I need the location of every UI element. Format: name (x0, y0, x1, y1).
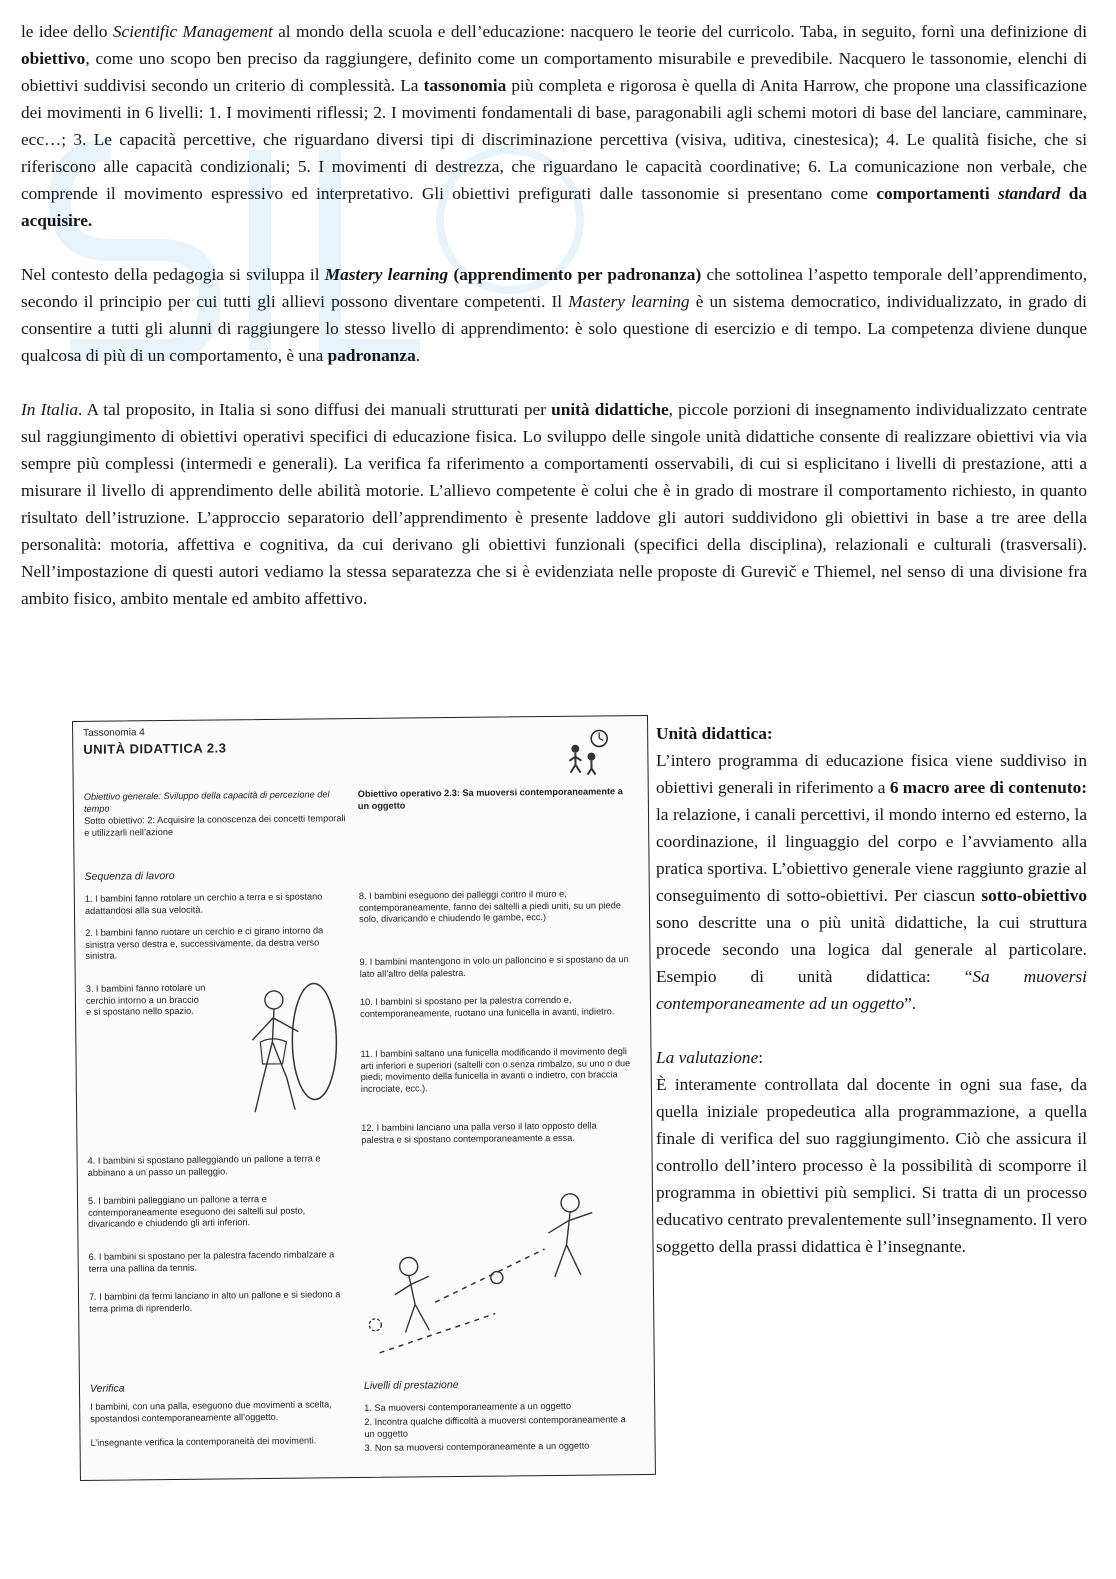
scan-step: 5. I bambini palleggiano un pallone a terra e contemporaneamente eseguono dei saltelli sul posto, divaricando e chiudendo gli arti inferiori. (87, 1193, 306, 1230)
bold-term: tassonomia (423, 76, 507, 95)
scanned-figure-unita-didattica (72, 715, 656, 1481)
scan-livelli-title: Livelli di prestazione (363, 1378, 459, 1392)
valutazione-title (656, 1044, 1087, 1071)
text-run: più completa e rigorosa è quella di Anita Harrow, che propone una classificazione dei movimenti in 6 livelli: 1. I movimenti riflessi; 2. I movimenti fondamentali di base, paragonabili agli schemi motori di base del lanciare, camminare, ecc…; 3. Le capacità percettive, che riguardano diversi tipi di discriminazione percettiva (visiva, uditiva, cinestesica); 4. Le qualità fisiche, che si riferiscono alle capacità condizionali; 5. I movimenti di destrezza, che riguardano le capacità coordinative; 6. La comunicazione non verbale, che comprende il movimento espressivo ed interpretativo. Gli obiettivi prefigurati dalle tassonomie si presentano come (21, 76, 1087, 203)
scan-text: Sa muoversi contemporaneamente a un oggetto (357, 786, 623, 811)
scan-livello: 3. Non sa muoversi contemporaneamente a un oggetto (364, 1440, 590, 1453)
paragraph-mastery-learning (21, 261, 1087, 369)
side-column (656, 720, 1087, 1260)
text-run: le idee dello (21, 22, 113, 41)
scan-text: Sviluppo della capacità di percezione del tempo (83, 789, 330, 814)
scan-verifica-text: L’insegnante verifica la contemporaneità dei movimenti. (90, 1435, 317, 1448)
bold-term: (apprendimento per padronanza) (448, 265, 702, 284)
scan-livello: 1. Sa muoversi contemporaneamente a un oggetto (364, 1400, 572, 1413)
scan-step: 11. I bambini saltano una funicella modificando il movimento degli arti inferiori e superiori (saltelli con o senza rimbalzo, su uno o due piedi; movimento della funicella in avanti o indietro, con braccia incrociate, ecc.). (360, 1046, 631, 1094)
lower-section (21, 703, 1087, 1503)
italic-term: Mastery learning (568, 292, 690, 311)
unita-didattica-text (656, 747, 1087, 1017)
scan-title: UNITÀ DIDATTICA 2.3 (83, 740, 227, 757)
text-run: ”. (904, 994, 917, 1013)
text-run: la relazione, i canali percettivi, il mondo interno ed esterno, la coordinazione, il linguaggio del corpo e l’avviamento alla pratica sportiva. L’obiettivo generale viene raggiunto grazie al conseguimento di sotto-obiettivi. Per ciascun (656, 805, 1087, 905)
scan-livello: 2. Incontra qualche difficoltà a muoversi contemporaneamente a un oggetto (364, 1414, 626, 1439)
text-run: Nel contesto della pedagogia si sviluppa il (21, 265, 325, 284)
scan-label: Sotto obiettivo: 2: (83, 815, 156, 826)
scan-step: 12. I bambini lanciano una palla verso il lato opposto della palestra e si spostano contemporaneamente a essa. (361, 1120, 597, 1145)
text-run: , come uno scopo ben preciso da raggiungere, definito come un comportamento misurabile e prevedibile. Nacquero le tassonomie, elenchi di obiettivi suddivisi secondo un criterio di complessità. La (21, 49, 1087, 95)
text-run: sono descritte una o più unità didattiche, la cui struttura procede secondo una logica dal generale al particolare. Esempio di unità didattica: “ (656, 913, 1087, 986)
bold-term: da acquisire. (21, 184, 1087, 230)
bold-term: 6 macro aree di contenuto: (889, 778, 1087, 797)
scan-step: 1. I bambini fanno rotolare un cerchio a terra e si spostano adattandosi alla sua velocità. (84, 891, 323, 916)
scan-label: Obiettivo operativo 2.3: (357, 787, 460, 800)
text-run: al mondo della scuola e dell’educazione: nacquero le teorie del curricolo. Taba, in seguito, fornì una definizione di (272, 22, 1087, 41)
paragraph-taxonomies (21, 18, 1087, 234)
scan-sub-goal (84, 813, 346, 839)
text-run: . A tal proposito, in Italia si sono diffusi dei manuali strutturati per (78, 400, 552, 419)
bold-italic-term: standard (997, 184, 1061, 203)
italic-term: Scientific Management (112, 22, 273, 41)
bold-term: obiettivo (21, 49, 86, 68)
bold-term: comportamenti (876, 184, 990, 203)
text-run: , piccole porzioni di insegnamento individualizzato centrate sul raggiungimento di obiettivi operativi specifici di educazione fisica. Lo sviluppo delle singole unità didattiche consente di realizzare obiettivi via via sempre più complessi (intermedi e generali). La verifica fa riferimento a comportamenti osservabili, di cui si esplicitano i livelli di prestazione, atti a misurare il livello di apprendimento delle abilità motorie. L’allievo competente è colui che è in grado di mostrare il comportamento richiesto, in quanto risultato dell’istruzione. L’approccio separatorio dell’apprendimento è presente laddove gli autori suddividono gli obiettivi in base a tre aree della personalità: motoria, affettiva e cognitiva, da cui derivano gli obiettivi funzionali (specifici della disciplina), relazionali e culturali (trasversali). Nell’impostazione di questi autori vediamo la stessa separatezza che si è evidenziata nelle proposte di Gurevič e Thiemel, nel senso di una divisione fra ambito fisico, ambito mentale ed ambito affettivo. (21, 400, 1087, 608)
text-run: . (415, 346, 421, 365)
scan-step: 8. I bambini eseguono dei palleggi contro il muro e, contemporaneamente, fanno dei saltelli a piedi uniti, su un piede solo, divaricando e chiudendo le gambe, ecc.) (358, 888, 622, 925)
italic-term: Sa muoversi contemporaneamente ad un oggetto (656, 967, 1087, 1013)
text-run: è un sistema democratico, individualizzato, in grado di consentire a tutti gli alunni di raggiungere lo stesso livello di apprendimento: è solo questione di esercizio e di tempo. La competenza diviene dunque qualcosa di più di un comportamento, è una (21, 292, 1087, 365)
bold-term: sotto-obiettivo (981, 886, 1087, 905)
italic-term: In Italia (21, 400, 79, 419)
child-hoop-illustration (216, 979, 348, 1140)
scan-step: 4. I bambini si spostano palleggiando un pallone a terra e abbinano a un passo un palleggio. (87, 1153, 321, 1178)
bold-term: unità didattiche (551, 400, 669, 419)
scan-verifica-text: I bambini, con una palla, eseguono due movimenti a scelta, spostandosi contemporaneamente all’oggetto. (90, 1399, 332, 1424)
scan-operative-goal (358, 786, 628, 812)
text-run: L’intero programma di educazione fisica viene suddiviso in obiettivi generali in riferimento a (656, 751, 1087, 797)
side-heading: Unità didattica: (656, 724, 773, 743)
scan-header: Tassonomia 4 (83, 727, 145, 739)
scan-verifica-title: Verifica (89, 1382, 125, 1395)
text-run: che sottolinea l’aspetto temporale dell’apprendimento, secondo il principio per cui tutti gli allievi possono diventare competenti. Il (21, 265, 1088, 311)
scan-step: 7. I bambini da fermi lanciano in alto un pallone e si siedono a terra prima di riprenderlo. (88, 1289, 341, 1314)
children-ball-illustration (364, 1182, 626, 1355)
scan-text: Acquisire la conoscenza dei concetti temporali e utilizzarli nell’azione (84, 813, 346, 838)
document-page (21, 18, 1088, 1453)
text-run: : (758, 1048, 764, 1067)
scan-step: 3. I bambini fanno rotolare un cerchio intorno a un braccio e si spostano nello spazio. (85, 982, 206, 1018)
scan-step: 2. I bambini fanno ruotare un cerchio e ci girano intorno da sinistra verso destra e, successivamente, da destra verso sinistra. (85, 925, 324, 962)
valutazione-text: È interamente controllata dal docente in ogni sua fase, da quella iniziale propedeutica alla programmazione, a quella finale di verifica del suo raggiungimento. Ciò che assicura il controllo dell’intero processo è la possibilità di scomporre il programma in obiettivi più semplici. Si tratta di un processo educativo centrato prevalentemente sull’insegnamento. Il vero soggetto della prassi didattica è l’insegnante. (656, 1075, 1087, 1256)
bold-italic-term: Mastery learning (324, 265, 449, 284)
bold-term: padronanza (327, 346, 416, 365)
scan-step: 6. I bambini si spostano per la palestra facendo rimbalzare a terra una pallina da tennis. (88, 1249, 335, 1274)
paragraph-italy (21, 396, 1087, 612)
scan-goal-general (84, 789, 346, 815)
side-heading: La valutazione (656, 1048, 759, 1067)
scan-step: 10. I bambini si spostano per la palestra correndo e, contemporaneamente, ruotano una funicella in avanti, indietro. (359, 994, 615, 1019)
scan-sequence-title: Sequenza di lavoro (84, 869, 175, 883)
children-clock-icon (563, 726, 614, 777)
unita-didattica-title (656, 720, 1087, 747)
scan-step: 9. I bambini mantengono in volo un palloncino e si spostano da un lato all’altro della palestra. (359, 954, 629, 979)
scan-label: Obiettivo generale: (83, 791, 161, 802)
